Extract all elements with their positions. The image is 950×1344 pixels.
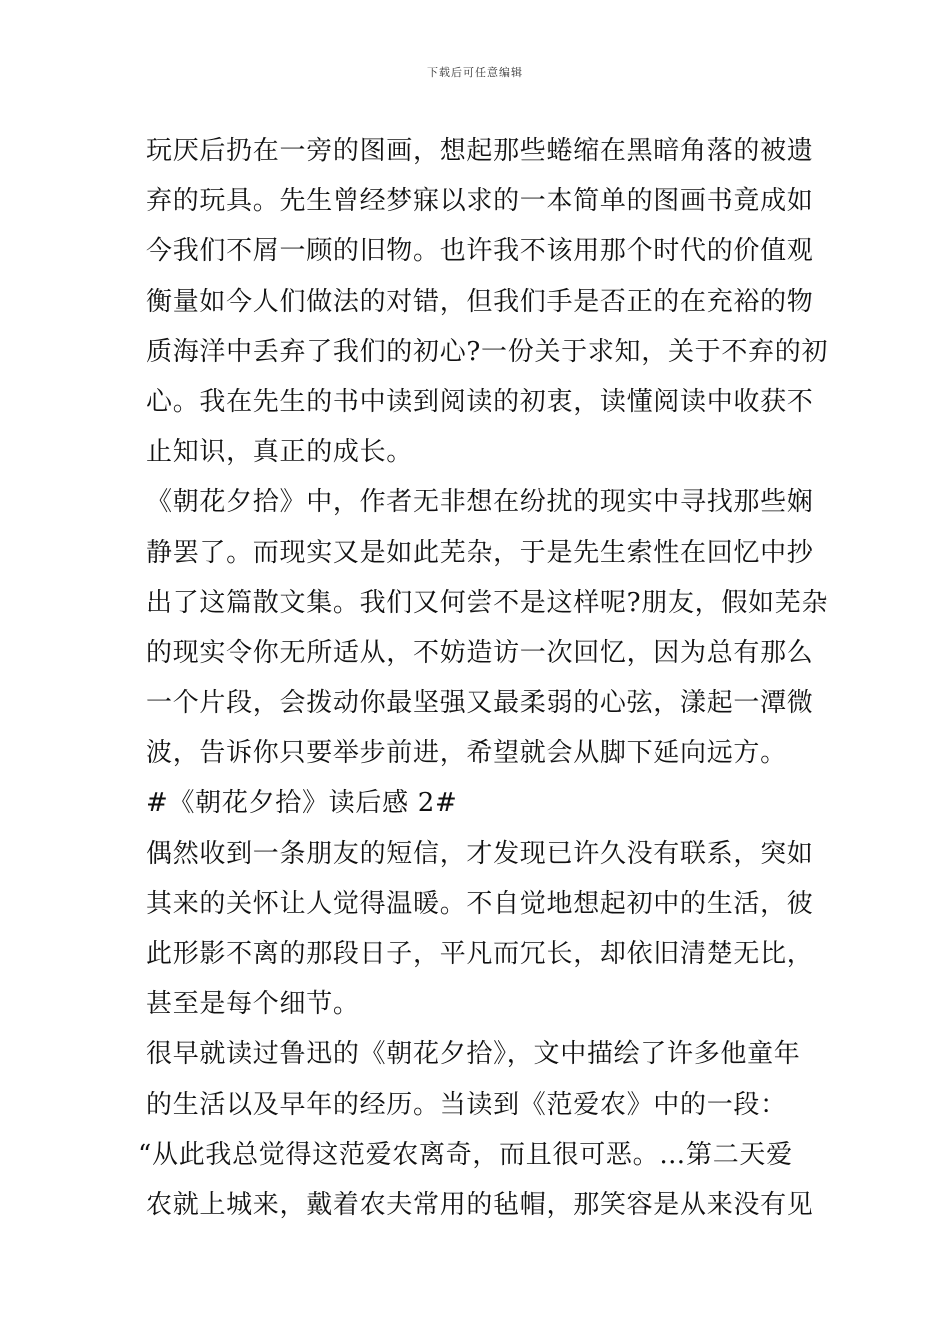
text-line: 静罢了。而现实又是如此芜杂，于是先生索性在回忆中抄 [146, 537, 814, 568]
document-body [138, 126, 829, 1230]
text-line: 今我们不屑一顾的旧物。也许我不该用那个时代的价值观 [146, 236, 814, 267]
text-line: 的生活以及早年的经历。当读到《范爱农》中的一段： [146, 1089, 787, 1120]
text-line: 甚至是每个细节。 [146, 989, 360, 1020]
text-line: 质海洋中丢弃了我们的初心?一份关于求知，关于不弃的初 [146, 336, 829, 367]
text-line: 很早就读过鲁迅的《朝花夕拾》，文中描绘了许多他童年 [146, 1039, 801, 1070]
page-header: 下载后可任意编辑 [427, 66, 523, 79]
text-line: 偶然收到一条朋友的短信，才发现已许久没有联系，突如 [146, 838, 814, 869]
text-line: 其来的关怀让人觉得温暖。不自觉地想起初中的生活，彼 [146, 888, 814, 919]
text-line: 农就上城来，戴着农夫常用的毡帽，那笑容是从来没有见 [146, 1189, 814, 1220]
text-line: “从此我总觉得这范爱农离奇，而且很可恶。…第二天爱 [138, 1139, 793, 1170]
text-line: 心。我在先生的书中读到阅读的初衷，读懂阅读中收获不 [146, 386, 814, 417]
text-line: 的现实令你无所适从，不妨造访一次回忆，因为总有那么 [146, 637, 814, 668]
text-line: 波，告诉你只要举步前进，希望就会从脚下延向远方。 [146, 738, 787, 769]
text-line: 一个片段，会拨动你最坚强又最柔弱的心弦，漾起一潭微 [146, 688, 814, 719]
text-line: 此形影不离的那段日子，平凡而冗长，却依旧清楚无比， [146, 939, 814, 969]
text-line: 玩厌后扔在一旁的图画，想起那些蜷缩在黑暗角落的被遗 [146, 136, 814, 166]
text-line: 《朝花夕拾》中，作者无非想在纷扰的现实中寻找那些娴 [146, 487, 814, 518]
text-line: 弃的玩具。先生曾经梦寐以求的一本简单的图画书竟成如 [146, 186, 814, 217]
section-heading: #《朝花夕拾》读后感 2# [146, 788, 458, 819]
text-line: 止知识，真正的成长。 [146, 437, 414, 468]
text-line: 衡量如今人们做法的对错，但我们手是否正的在充裕的物 [146, 286, 814, 317]
text-line: 出了这篇散文集。我们又何尝不是这样呢?朋友，假如芜杂 [146, 587, 829, 618]
